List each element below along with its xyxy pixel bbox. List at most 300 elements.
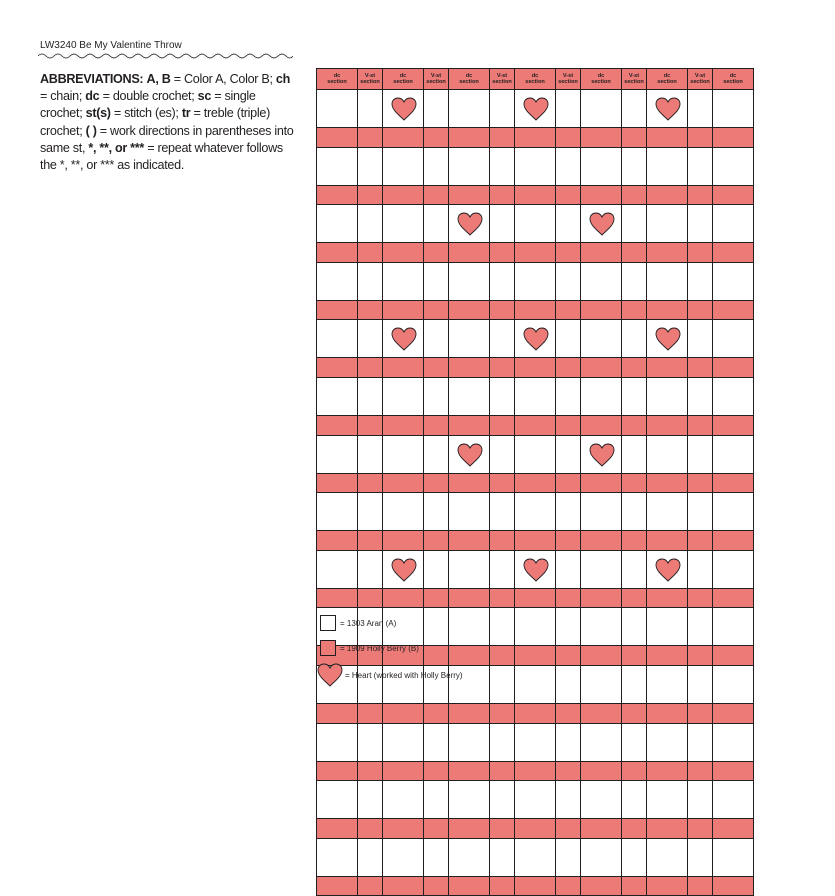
chart-cell [358,128,383,148]
chart-cell [713,436,754,474]
chart-cell [317,436,358,474]
chart-cell [622,877,647,896]
chart-cell [515,589,556,609]
legend-holly-label: = 1909 Holly Berry (B) [340,643,419,653]
chart-cell [622,301,647,321]
chart-cell [490,531,515,551]
chart-cell [515,704,556,724]
chart-cell [647,589,688,609]
chart-cell [358,416,383,436]
chart-cell [317,531,358,551]
legend-swatch-holly-berry [320,640,336,656]
chart-cell [688,358,713,378]
chart-cell [490,186,515,206]
chart-cell [515,781,556,819]
column-header-line1: dc [333,73,341,79]
column-header-line2: section [624,79,644,85]
chart-cell [449,781,490,819]
chart-cell [424,90,449,128]
chart-cell [647,531,688,551]
chart-cell [556,493,581,531]
chart-cell [317,724,358,762]
chart-cell [490,205,515,243]
chart-cell [688,762,713,782]
chart-cell [581,877,622,896]
chart-cell [383,877,424,896]
chart-cell [647,186,688,206]
chart-cell [556,243,581,263]
column-header-line2: section [360,79,380,85]
chart-cell [358,762,383,782]
chart-cell [424,819,449,839]
chart-cell [688,551,713,589]
chart-cell [490,148,515,186]
chart-cell [647,474,688,494]
legend-heart [316,662,463,688]
chart-cell [581,724,622,762]
chart-cell [490,646,515,666]
column-header [358,69,383,90]
column-header-line1: V-st [694,73,706,79]
column-header-line2: section [591,79,611,85]
chart-cell [515,416,556,436]
chart-cell [688,531,713,551]
chart-cell [713,704,754,724]
chart-cell [515,128,556,148]
chart-cell [581,551,622,589]
column-header [424,69,449,90]
chart-cell [317,704,358,724]
column-header-line1: dc [399,73,407,79]
chart-cell [358,493,383,531]
chart-cell [622,358,647,378]
chart-cell [424,148,449,186]
chart-cell [622,819,647,839]
chart-cell [688,320,713,358]
chart-cell [515,148,556,186]
chart-cell [449,263,490,301]
chart-cell [622,762,647,782]
heart-icon [654,96,682,122]
chart-cell [490,551,515,589]
chart-cell [490,819,515,839]
heart-icon [522,326,550,352]
chart-cell [581,493,622,531]
chart-cell [449,128,490,148]
chart-cell [449,378,490,416]
column-header [317,69,358,90]
chart-cell [424,474,449,494]
chart-cell [358,551,383,589]
chart-cell [622,263,647,301]
abbreviations-text [40,71,295,174]
chart-cell [515,646,556,666]
legend-holly-berry [320,640,419,656]
chart-cell [647,378,688,416]
chart-cell [647,493,688,531]
chart-cell [358,378,383,416]
chart-cell [383,416,424,436]
chart-cell [515,839,556,877]
chart-cell [449,762,490,782]
chart-cell [622,90,647,128]
column-header [383,69,424,90]
chart-cell [556,301,581,321]
chart-cell [688,474,713,494]
abbreviations-heading: ABBREVIATIONS: [40,72,144,86]
chart-cell [515,819,556,839]
chart-cell [713,819,754,839]
chart-cell [317,762,358,782]
chart-cell [490,436,515,474]
chart-cell [581,781,622,819]
column-header-line1: dc [597,73,605,79]
chart-cell [581,128,622,148]
chart-cell [581,762,622,782]
chart-cell [358,819,383,839]
chart-cell [556,839,581,877]
chart-cell [713,90,754,128]
chart-cell [556,358,581,378]
chart-cell [713,186,754,206]
heart-icon [456,211,484,237]
chart-cell [713,781,754,819]
chart-cell [622,205,647,243]
column-header-line2: section [723,79,743,85]
chart-cell [688,186,713,206]
chart-cell [622,704,647,724]
chart-cell [688,646,713,666]
chart-cell [383,148,424,186]
column-header [688,69,713,90]
column-header-line1: V-st [364,73,376,79]
chart-cell [317,416,358,436]
chart-cell [358,781,383,819]
chart-cell [490,724,515,762]
document-title: LW3240 Be My Valentine Throw [40,40,182,51]
chart-cell [424,243,449,263]
chart-cell [424,493,449,531]
chart-cell [449,416,490,436]
chart-cell [515,436,556,474]
chart-cell [688,493,713,531]
chart-cell [713,531,754,551]
chart-cell [688,781,713,819]
chart-cell [383,493,424,531]
chart-cell [515,493,556,531]
chart-cell [515,243,556,263]
chart-cell [556,186,581,206]
chart-cell [358,724,383,762]
chart-cell [556,263,581,301]
chart-cell [449,493,490,531]
column-header-line1: dc [531,73,539,79]
chart-cell [490,762,515,782]
chart-cell [622,589,647,609]
heart-icon [390,557,418,583]
chart-cell [556,762,581,782]
chart-cell [713,205,754,243]
chart-cell [424,877,449,896]
chart-cell [490,90,515,128]
column-header [449,69,490,90]
chart-cell [317,839,358,877]
chart-cell [688,819,713,839]
chart-cell [647,608,688,646]
chart-cell [515,301,556,321]
chart-cell [713,839,754,877]
chart-cell [622,493,647,531]
chart-cell [581,589,622,609]
chart-cell [449,608,490,646]
chart-cell [688,128,713,148]
chart-cell [317,358,358,378]
column-header [713,69,754,90]
chart-cell [515,608,556,646]
chart-cell [688,877,713,896]
chart-cell [647,301,688,321]
heart-icon [390,326,418,352]
chart-cell [647,724,688,762]
chart-cell [647,781,688,819]
chart-cell [383,589,424,609]
chart-cell [515,378,556,416]
chart-cell [490,243,515,263]
chart-cell [556,205,581,243]
chart-cell [358,320,383,358]
column-header [622,69,647,90]
chart-cell [383,186,424,206]
heart-icon [456,442,484,468]
chart-cell [647,128,688,148]
chart-cell [713,589,754,609]
chart-cell [383,762,424,782]
chart-cell [622,551,647,589]
chart-cell [622,474,647,494]
chart-cell [688,148,713,186]
chart-cell [317,378,358,416]
chart-cell [490,416,515,436]
chart-cell [383,819,424,839]
chart-cell [449,724,490,762]
chart-cell [556,320,581,358]
chart-cell [449,301,490,321]
chart-cell [556,551,581,589]
chart-cell [581,301,622,321]
chart-cell [622,186,647,206]
column-header [515,69,556,90]
chart-cell [647,877,688,896]
chart-cell [383,704,424,724]
chart-cell [713,646,754,666]
chart-cell [581,186,622,206]
column-header-line1: V-st [628,73,640,79]
chart-cell [688,90,713,128]
chart-cell [622,724,647,762]
chart-cell [449,589,490,609]
chart-cell [647,646,688,666]
chart-cell [424,551,449,589]
chart-cell [317,877,358,896]
chart-cell [622,416,647,436]
chart-cell [317,186,358,206]
column-header-line1: V-st [496,73,508,79]
chart-cell [424,358,449,378]
chart-cell [449,148,490,186]
chart-cell [556,531,581,551]
heart-icon [654,326,682,352]
chart-cell [622,781,647,819]
chart-cell [317,320,358,358]
chart-cell [383,436,424,474]
chart-cell [581,819,622,839]
chart-cell [490,666,515,704]
chart-cell [713,243,754,263]
column-header-line2: section [459,79,479,85]
chart-cell [449,90,490,128]
column-header-line2: section [327,79,347,85]
abbreviation-term: tr [181,106,191,121]
abbreviation-definition: = single crochet; [40,89,256,121]
chart-cell [449,186,490,206]
chart-cell [515,762,556,782]
chart-cell [358,186,383,206]
chart-cell [424,704,449,724]
chart-cell [424,531,449,551]
chart-cell [688,666,713,704]
chart-cell [556,474,581,494]
chart-cell [383,839,424,877]
chart-cell [490,608,515,646]
heart-icon [316,662,344,688]
chart-cell [556,608,581,646]
chart-cell [581,608,622,646]
abbreviation-definition: = double crochet; [99,89,198,104]
chart-cell [556,378,581,416]
chart-cell [424,128,449,148]
chart-cell [688,608,713,646]
column-header [556,69,581,90]
chart-cell [490,704,515,724]
column-header-line1: dc [663,73,671,79]
chart-cell [490,358,515,378]
chart-cell [317,474,358,494]
chart-cell [449,474,490,494]
chart-cell [622,666,647,704]
chart-cell [317,128,358,148]
chart-cell [317,90,358,128]
column-header [581,69,622,90]
chart-cell [449,839,490,877]
abbreviation-definition: = treble (triple) crochet; [40,106,270,138]
chart-cell [647,358,688,378]
chart-cell [515,666,556,704]
chart-cell [647,205,688,243]
chart-cell [647,839,688,877]
chart-cell [713,666,754,704]
chart-cell [449,358,490,378]
chart-cell [581,666,622,704]
chart-cell [490,301,515,321]
abbreviation-term: A, B [146,72,171,86]
chart-cell [556,819,581,839]
chart-cell [688,436,713,474]
chart-cell [622,608,647,646]
column-header [490,69,515,90]
chart-cell [383,205,424,243]
chart-cell [556,704,581,724]
chart-cell [317,263,358,301]
chart-cell [581,243,622,263]
chart-cell [713,320,754,358]
chart-cell [713,416,754,436]
chart-cell [556,90,581,128]
chart-cell [688,243,713,263]
chart-cell [317,493,358,531]
chart-cell [688,263,713,301]
column-header-line2: section [657,79,677,85]
column-header-line2: section [690,79,710,85]
chart-cell [688,301,713,321]
chart-cell [358,436,383,474]
chart-cell [622,436,647,474]
chart-cell [647,666,688,704]
chart-cell [449,819,490,839]
chart-cell [358,531,383,551]
column-header-line2: section [558,79,578,85]
chart-cell [556,589,581,609]
legend-aran [320,615,396,631]
chart-cell [358,474,383,494]
chart-cell [515,531,556,551]
chart-cell [424,608,449,646]
crochet-chart [316,68,754,896]
chart-cell [713,358,754,378]
chart-cell [581,531,622,551]
chart-cell [449,531,490,551]
chart-cell [647,148,688,186]
column-header-line2: section [525,79,545,85]
column-header-line1: dc [465,73,473,79]
abbreviation-term: dc [85,89,100,104]
chart-cell [424,301,449,321]
chart-cell [358,205,383,243]
chart-cell [622,243,647,263]
chart-cell [424,186,449,206]
chart-cell [358,839,383,877]
chart-cell [622,839,647,877]
legend-aran-label: = 1303 Aran (A) [340,618,397,628]
chart-cell [317,243,358,263]
abbreviation-definition: = chain; [40,89,86,104]
heart-icon [522,96,550,122]
chart-cell [490,839,515,877]
chart-cell [515,205,556,243]
chart-cell [515,474,556,494]
legend-swatch-aran [320,615,336,631]
chart-cell [713,474,754,494]
chart-cell [647,243,688,263]
chart-cell [358,358,383,378]
chart-cell [490,877,515,896]
chart-cell [713,608,754,646]
chart-cell [556,724,581,762]
heart-icon [588,442,616,468]
chart-cell [317,551,358,589]
abbreviation-definition: = repeat whatever follows the *, **, or *** as indicated. [40,140,283,173]
chart-cell [358,90,383,128]
chart-cell [713,724,754,762]
